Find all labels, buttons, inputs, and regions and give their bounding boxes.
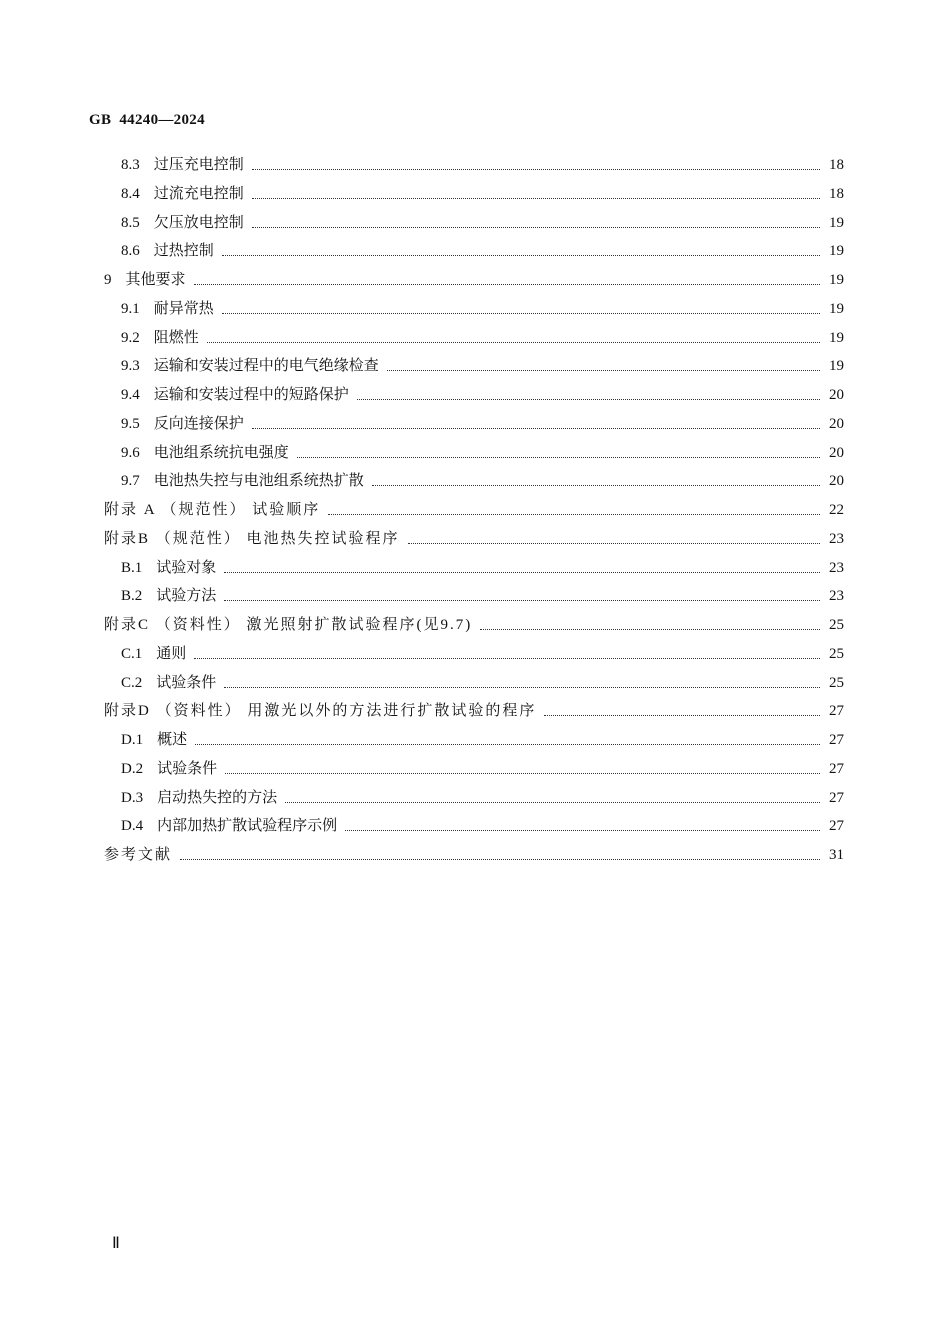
toc-entry-page: 23 — [829, 530, 844, 547]
toc-entry[interactable] — [121, 355, 844, 375]
toc-entry-title: 运输和安装过程中的电气绝缘检查 — [153, 358, 379, 375]
toc-entry-title: 欠压放电控制 — [153, 214, 244, 231]
page-number: Ⅱ — [112, 1235, 120, 1252]
toc-entry[interactable] — [121, 815, 844, 835]
toc-entry[interactable] — [104, 499, 844, 519]
toc-entry-number: D.3 — [121, 789, 144, 806]
dot-leader — [252, 226, 820, 228]
dot-leader — [222, 312, 820, 314]
dot-leader — [252, 427, 820, 429]
toc-entry-page: 18 — [829, 157, 844, 173]
dot-leader — [285, 801, 820, 803]
toc-entry-page: 25 — [829, 617, 844, 633]
toc-entry[interactable] — [121, 557, 844, 577]
toc-entry-number: D.4 — [121, 818, 144, 835]
toc-entry-number: D.2 — [121, 760, 144, 777]
toc-entry-number: B.2 — [121, 588, 143, 605]
toc-entry-title: 试验方法 — [156, 588, 217, 605]
toc-entry-number: 9.1 — [121, 300, 140, 317]
dot-leader — [207, 341, 820, 343]
toc-entry-title: 通则 — [156, 645, 187, 662]
toc-entry-page: 27 — [829, 760, 844, 777]
dot-leader — [180, 858, 820, 860]
dot-leader — [224, 599, 820, 601]
toc-entry-title: 试验对象 — [156, 559, 217, 576]
toc-entry-number: C.2 — [121, 674, 143, 691]
toc-entry-title: 附录B （规范性） 电池热失控试验程序 — [104, 530, 400, 547]
toc-entry[interactable] — [104, 844, 844, 864]
toc-entry-title: 试验条件 — [156, 674, 217, 691]
toc-entry-page: 27 — [829, 789, 844, 806]
toc-entry-number: D.1 — [121, 732, 144, 748]
toc-entry[interactable] — [121, 183, 844, 203]
toc-entry-title: 概述 — [157, 732, 188, 748]
dot-leader — [224, 686, 820, 688]
toc-entry-title: 电池组系统抗电强度 — [153, 444, 289, 461]
toc-entry[interactable] — [121, 413, 844, 433]
toc-entry-title: 参考文献 — [104, 847, 173, 863]
toc-entry-title: 内部加热扩散试验程序示例 — [157, 818, 338, 835]
dot-leader — [345, 829, 820, 831]
toc-entry-number: 8.5 — [121, 214, 140, 231]
dot-leader — [372, 484, 820, 486]
toc-entry-title: 耐异常热 — [153, 300, 214, 317]
toc-entry-number: 9.2 — [121, 329, 140, 346]
document-standard-number: GB 44240—2024 — [89, 112, 205, 128]
toc-entry-page: 25 — [829, 674, 844, 691]
dot-leader — [387, 369, 820, 371]
toc-entry[interactable] — [121, 327, 844, 347]
toc-entry[interactable] — [121, 240, 844, 260]
toc-entry[interactable] — [104, 269, 844, 289]
toc-entry[interactable] — [121, 787, 844, 807]
toc-entry-title: 其他要求 — [125, 272, 186, 288]
toc-entry-page: 19 — [829, 300, 844, 317]
toc-entry-title: 附录 A （规范性） 试验顺序 — [104, 502, 321, 518]
toc-entry[interactable] — [121, 672, 844, 692]
toc-entry-number: 9.4 — [121, 387, 140, 403]
toc-entry-number: 9.6 — [121, 444, 140, 461]
toc-entry-page: 20 — [829, 387, 844, 403]
toc-entry-number: C.1 — [121, 645, 143, 662]
dot-leader — [297, 456, 820, 458]
toc-entry-page: 31 — [829, 847, 844, 863]
dot-leader — [544, 714, 820, 716]
toc-entry-title: 附录D （资料性） 用激光以外的方法进行扩散试验的程序 — [104, 703, 537, 720]
toc-entry[interactable] — [121, 154, 844, 174]
dot-leader — [222, 254, 820, 256]
dot-leader — [252, 197, 820, 199]
toc-entry-page: 20 — [829, 444, 844, 461]
dot-leader — [328, 513, 820, 515]
toc-entry-title: 过压充电控制 — [153, 157, 244, 173]
toc-entry-page: 20 — [829, 473, 844, 490]
toc-entry-title: 运输和安装过程中的短路保护 — [153, 387, 349, 403]
toc-entry-title: 反向连接保护 — [153, 415, 244, 432]
toc-entry[interactable] — [121, 442, 844, 462]
toc-entry-title: 阻燃性 — [153, 329, 199, 346]
toc-entry-page: 19 — [829, 272, 844, 288]
toc-entry-page: 27 — [829, 732, 844, 748]
dot-leader — [194, 657, 820, 659]
dot-leader — [252, 168, 820, 170]
toc-entry-title: 过热控制 — [153, 243, 214, 260]
toc-entry[interactable] — [121, 585, 844, 605]
dot-leader — [357, 398, 820, 400]
toc-entry-number: 9 — [104, 272, 112, 288]
toc-entry[interactable] — [121, 384, 844, 404]
toc-entry-page: 23 — [829, 559, 844, 576]
toc-entry-number: 9.7 — [121, 473, 140, 490]
toc-entry-number: 9.5 — [121, 415, 140, 432]
toc-entry[interactable] — [121, 470, 844, 490]
toc-entry[interactable] — [104, 614, 844, 634]
toc-entry-page: 19 — [829, 329, 844, 346]
dot-leader — [194, 283, 820, 285]
toc-entry-title: 过流充电控制 — [153, 185, 244, 202]
toc-entry-title: 试验条件 — [157, 760, 218, 777]
dot-leader — [195, 743, 820, 745]
toc-entry[interactable] — [104, 528, 844, 548]
toc-entry[interactable] — [121, 729, 844, 749]
toc-entry-page: 20 — [829, 415, 844, 432]
toc-entry-page: 19 — [829, 243, 844, 260]
toc-entry-page: 23 — [829, 588, 844, 605]
toc-entry-page: 19 — [829, 214, 844, 231]
toc-entry-number: 8.3 — [121, 157, 140, 173]
toc-entry-page: 22 — [829, 502, 844, 518]
toc-entry[interactable] — [121, 212, 844, 232]
toc-entry-title: 启动热失控的方法 — [157, 789, 278, 806]
toc-entry-number: 8.6 — [121, 243, 140, 260]
toc-entry-title: 电池热失控与电池组系统热扩散 — [153, 473, 364, 490]
dot-leader — [480, 628, 820, 630]
toc-entry[interactable] — [121, 643, 844, 663]
toc-entry-title: 附录C （资料性） 激光照射扩散试验程序(见9.7) — [104, 617, 473, 633]
toc-entry-page: 27 — [829, 703, 844, 720]
toc-entry[interactable] — [121, 758, 844, 778]
toc-entry-number: 8.4 — [121, 185, 140, 202]
toc-entry-number: B.1 — [121, 559, 143, 576]
toc-entry-page: 25 — [829, 645, 844, 662]
toc-entry-page: 18 — [829, 185, 844, 202]
dot-leader — [224, 571, 820, 573]
toc-entry-page: 27 — [829, 818, 844, 835]
dot-leader — [408, 542, 820, 544]
toc-entry[interactable] — [104, 700, 844, 720]
toc-entry-number: 9.3 — [121, 358, 140, 375]
dot-leader — [225, 772, 820, 774]
toc-entry[interactable] — [121, 298, 844, 318]
toc-entry-page: 19 — [829, 358, 844, 375]
